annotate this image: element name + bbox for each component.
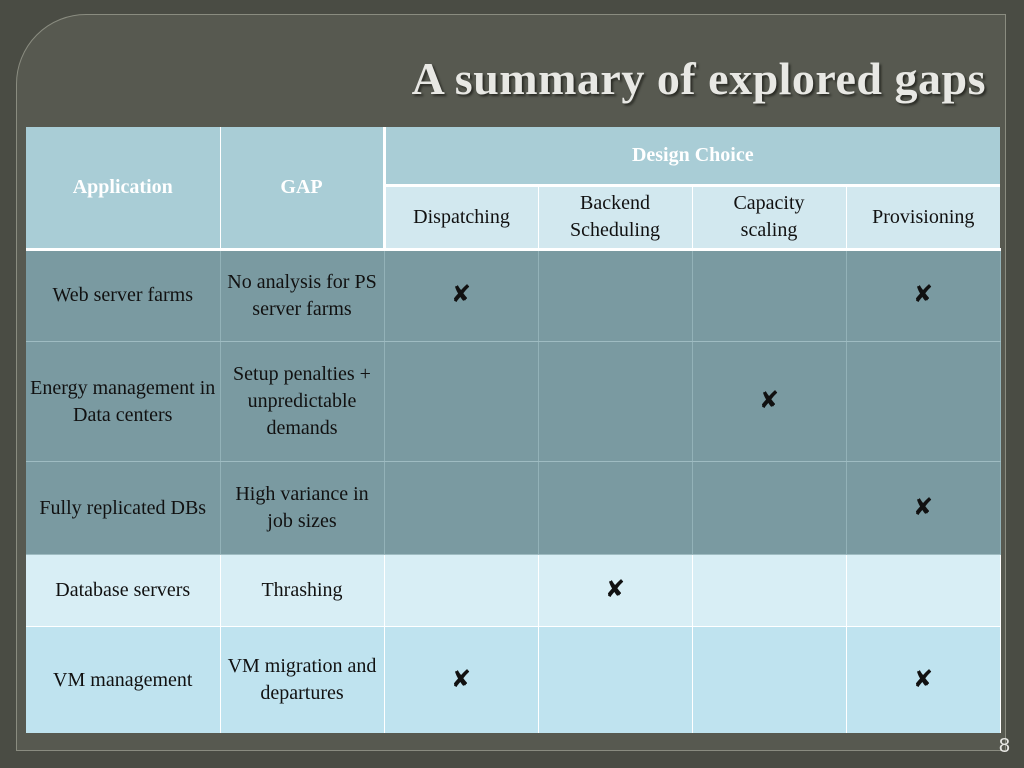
mark-cell-backend-scheduling [538, 554, 692, 626]
table-row [26, 462, 1000, 554]
header-design-choice: Design Choice [384, 127, 1000, 185]
mark-cell-provisioning [846, 249, 1000, 341]
cross-mark-icon: ✘ [758, 386, 780, 415]
cross-mark-icon: ✘ [912, 280, 934, 309]
slide-title: A summary of explored gaps [411, 53, 986, 104]
mark-cell-backend-scheduling [538, 341, 692, 461]
header-application: Application [26, 127, 220, 249]
header-capacity-scaling: Capacity scaling [692, 185, 846, 249]
cross-mark-icon: ✘ [604, 574, 626, 603]
mark-cell-provisioning [846, 554, 1000, 626]
page-number: 8 [998, 735, 1010, 757]
table-row [26, 627, 1000, 733]
mark-cell-capacity-scaling [692, 341, 846, 461]
header-dispatching: Dispatching [384, 185, 538, 249]
mark-cell-backend-scheduling [538, 627, 692, 733]
table-row [26, 249, 1000, 341]
header-gap: GAP [220, 127, 384, 249]
mark-cell-dispatching [384, 554, 538, 626]
table-body [26, 249, 1000, 733]
mark-cell-capacity-scaling [692, 554, 846, 626]
gap-cell: Thrashing [220, 554, 384, 626]
gap-cell: High variance in job sizes [220, 462, 384, 554]
mark-cell-capacity-scaling [692, 462, 846, 554]
table-row [26, 341, 1000, 461]
mark-cell-provisioning [846, 341, 1000, 461]
mark-cell-capacity-scaling [692, 627, 846, 733]
header-provisioning: Provisioning [846, 185, 1000, 249]
cross-mark-icon: ✘ [450, 664, 472, 693]
application-cell: Fully replicated DBs [26, 462, 220, 554]
mark-cell-dispatching [384, 462, 538, 554]
mark-cell-provisioning [846, 462, 1000, 554]
application-cell: Web server farms [26, 249, 220, 341]
table-row [26, 554, 1000, 626]
gap-cell: VM migration and departures [220, 627, 384, 733]
mark-cell-dispatching [384, 249, 538, 341]
cross-mark-icon: ✘ [912, 664, 934, 693]
application-cell: VM management [26, 627, 220, 733]
mark-cell-dispatching [384, 627, 538, 733]
mark-cell-capacity-scaling [692, 249, 846, 341]
gap-cell: No analysis for PS server farms [220, 249, 384, 341]
header-backend-scheduling: Backend Scheduling [538, 185, 692, 249]
mark-cell-provisioning [846, 627, 1000, 733]
application-cell: Energy management in Data centers [26, 341, 220, 461]
gaps-summary-table [26, 127, 1001, 733]
mark-cell-backend-scheduling [538, 462, 692, 554]
mark-cell-backend-scheduling [538, 249, 692, 341]
cross-mark-icon: ✘ [450, 280, 472, 309]
mark-cell-dispatching [384, 341, 538, 461]
gap-cell: Setup penalties + unpredictable demands [220, 341, 384, 461]
cross-mark-icon: ✘ [912, 492, 934, 521]
application-cell: Database servers [26, 554, 220, 626]
